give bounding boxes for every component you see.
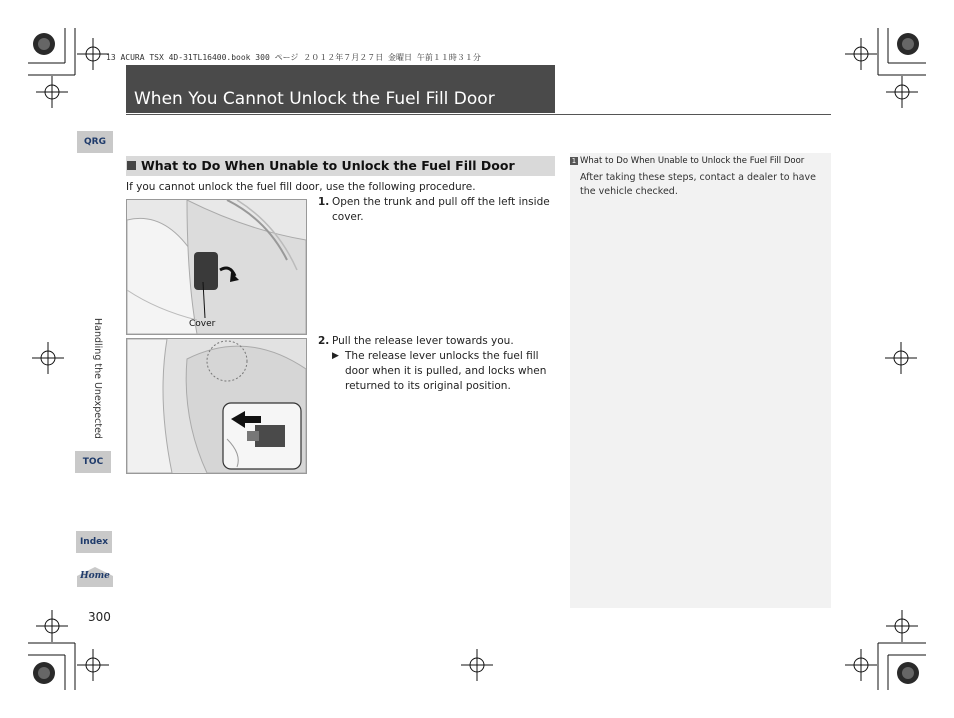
page-number: 300 (88, 610, 111, 624)
index-tab[interactable]: Index (76, 531, 112, 553)
title-rule (126, 114, 831, 115)
cover-callout-label: Cover (189, 319, 216, 329)
release-lever-drawing (127, 339, 306, 473)
intro-paragraph: If you cannot unlock the fuel fill door, use the following procedure. (126, 181, 476, 193)
note-body: After taking these steps, contact a dealer to have the vehicle checked. (580, 172, 816, 197)
step-2 (318, 334, 558, 349)
trunk-cover-illustration (126, 199, 307, 335)
page-title: When You Cannot Unlock the Fuel Fill Door (134, 89, 495, 109)
note-title-text: What to Do When Unable to Unlock the Fuel Fill Door (580, 156, 805, 166)
step-2-result-text: The release lever unlocks the fuel fill door when it is pulled, and locks when returned to its original position. (345, 350, 547, 392)
step-1-number: 1. (318, 196, 330, 208)
print-header-line: 13 ACURA TSX 4D-31TL16400.book 300 ページ ２０１２年７月２７日 金曜日 午前１１時３１分 (106, 53, 481, 62)
note-panel (570, 153, 831, 608)
step-2-text: Pull the release lever towards you. (332, 335, 514, 347)
section-heading (127, 158, 515, 173)
note-reference-icon: 1 (571, 157, 577, 165)
step-1 (318, 195, 558, 225)
trunk-cover-drawing (127, 200, 306, 334)
qrg-tab[interactable]: QRG (77, 131, 113, 153)
section-square-icon (127, 161, 136, 170)
home-tab-label: Home (80, 571, 110, 581)
step-2-number: 2. (318, 335, 330, 347)
release-lever-illustration (126, 338, 307, 474)
chapter-side-label: Handling the Unexpected (92, 318, 103, 439)
note-title (570, 156, 804, 166)
step-1-text: Open the trunk and pull off the left inside cover. (332, 196, 550, 223)
home-tab[interactable] (76, 566, 114, 588)
result-arrow-icon: ▶ (332, 351, 339, 361)
section-heading-text: What to Do When Unable to Unlock the Fuel Fill Door (141, 158, 515, 173)
toc-tab[interactable]: TOC (75, 451, 111, 473)
step-2-result (332, 349, 556, 394)
